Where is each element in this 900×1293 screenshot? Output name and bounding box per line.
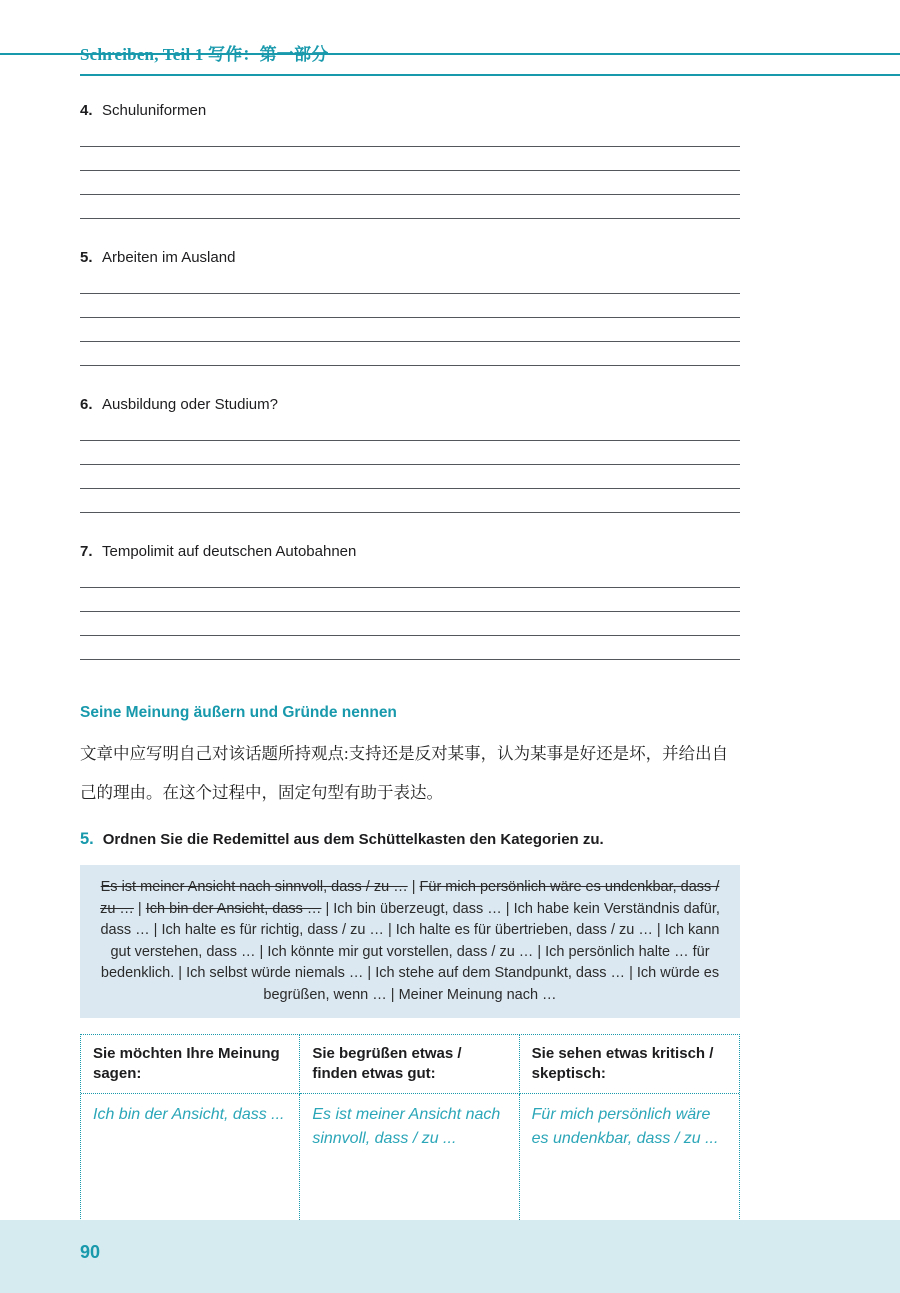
exercise-instruction: Ordnen Sie die Redemittel aus dem Schüttelkasten den Kategorien zu.: [102, 831, 604, 848]
redemittel-item: Meiner Meinung nach …: [398, 986, 557, 1003]
writing-task: [80, 543, 740, 660]
writing-line: [80, 465, 740, 489]
writing-line: [80, 171, 740, 195]
writing-line: [80, 636, 740, 660]
writing-line: [80, 195, 740, 219]
redemittel-item: Ich selbst würde niemals …: [186, 965, 364, 981]
writing-task: [80, 396, 740, 513]
category-header: Sie sehen etwas kritisch / skeptisch:: [520, 1035, 739, 1094]
writing-line: [80, 612, 740, 636]
exercise-number: 5.: [80, 830, 94, 848]
redemittel-item: Ich halte es für übertrieben, dass / zu …: [395, 922, 653, 938]
page-number: 90: [80, 1242, 101, 1262]
task-label-row: [80, 102, 740, 119]
shuttelkasten-box: [80, 865, 740, 1018]
task-label-row: [80, 249, 740, 266]
category-answer: Es ist meiner Ansicht nach sinnvoll, dass / zu ...: [300, 1094, 519, 1232]
writing-line: [80, 489, 740, 513]
shuttelkasten-text: Es ist meiner Ansicht nach sinnvoll, dass / zu … | Für mich persönlich wäre es undenkbar, dass / zu … | Ich bin der Ansicht, dass … | Ich bin überzeugt, dass … | Ich habe kein Verständnis dafür, dass … | Ich halte es für richtig, dass / zu … | Ich halte es für übertrieben, dass / zu … | Ich kann gut verstehen, dass … | Ich könnte mir gut vorstellen, dass / zu … | Ich persönlich halte … für bedenklich. | Ich selbst würde niemals … | Ich stehe auf dem Standpunkt, dass … | Ich würde es begrüßen, wenn … | Meiner Meinung nach …: [100, 879, 720, 1003]
writing-line: [80, 294, 740, 318]
writing-task: [80, 102, 740, 219]
task-number: 4.: [80, 102, 93, 119]
redemittel-item: Ich stehe auf dem Standpunkt, dass …: [375, 965, 626, 981]
writing-line: [80, 417, 740, 441]
redemittel-item: Für mich persönlich wäre es undenkbar, dass / zu …: [100, 879, 720, 917]
writing-line: [80, 123, 740, 147]
section-heading: Seine Meinung äußern und Gründe nennen: [80, 704, 397, 721]
writing-line: [80, 564, 740, 588]
writing-line: [80, 441, 740, 465]
redemittel-item: Ich bin der Ansicht, dass …: [145, 900, 322, 917]
category-answer: Ich bin der Ansicht, dass ...: [81, 1094, 300, 1232]
task-label: Tempolimit auf deutschen Autobahnen: [102, 543, 357, 560]
redemittel-item: Ich könnte mir gut vorstellen, dass / zu …: [267, 943, 534, 960]
page-header: [80, 40, 900, 76]
task-label: Arbeiten im Ausland: [102, 249, 236, 266]
task-number: 6.: [80, 396, 93, 413]
writing-line: [80, 342, 740, 366]
redemittel-item: Ich kann gut verstehen, dass …: [110, 922, 720, 960]
chinese-instruction-paragraph: 文章中应写明自己对该话题所持观点:支持还是反对某事，认为某事是好还是坏，并给出自己的理由。在这个过程中，固定句型有助于表达。: [80, 744, 729, 802]
top-rule: [0, 53, 900, 55]
redemittel-item: Ich würde es begrüßen, wenn …: [263, 965, 720, 1003]
redemittel-item: Es ist meiner Ansicht nach sinnvoll, dass / zu …: [100, 879, 408, 895]
task-number: 7.: [80, 543, 93, 560]
categories-table: [80, 1034, 740, 1233]
writing-line: [80, 147, 740, 171]
redemittel-item: Ich habe kein Verständnis dafür, dass …: [100, 900, 720, 938]
writing-line: [80, 588, 740, 612]
writing-line: [80, 270, 740, 294]
exercise-instruction-row: [80, 830, 740, 849]
task-label: Ausbildung oder Studium?: [102, 396, 278, 413]
category-header: Sie möchten Ihre Meinung sagen:: [81, 1035, 300, 1094]
task-number: 5.: [80, 249, 93, 266]
task-label: Schuluniformen: [102, 102, 207, 119]
writing-task: [80, 249, 740, 366]
redemittel-item: Ich halte es für richtig, dass / zu …: [161, 922, 384, 938]
task-label-row: [80, 543, 740, 560]
category-header: Sie begrüßen etwas / finden etwas gut:: [300, 1035, 519, 1094]
category-answer: Für mich persönlich wäre es undenkbar, dass / zu ...: [531, 1106, 719, 1147]
writing-line: [80, 318, 740, 342]
redemittel-item: Ich persönlich halte … für bedenklich.: [100, 943, 710, 981]
page-content: [0, 102, 900, 1233]
task-label-row: [80, 396, 740, 413]
redemittel-item: Ich bin überzeugt, dass …: [333, 900, 502, 917]
footer-bar: [0, 1220, 900, 1293]
